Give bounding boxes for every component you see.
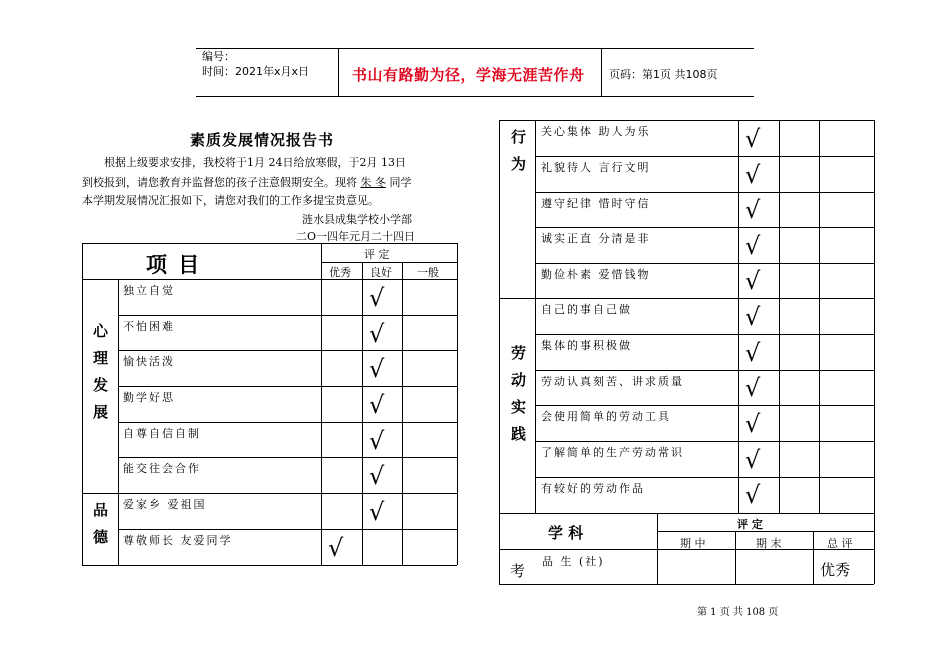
student-name: 朱 冬: [360, 176, 386, 189]
grid-line: [535, 370, 874, 371]
grid-line: [535, 477, 874, 478]
category-morality: 品德: [91, 502, 109, 556]
grid-line: [499, 120, 874, 121]
grid-line: [535, 227, 874, 228]
report-title: 素质发展情况报告书: [190, 131, 335, 149]
checkmark: √: [745, 125, 761, 153]
grid-line: [118, 386, 457, 387]
item-self-esteem: 自尊自信自制: [123, 427, 201, 440]
grid-line: [118, 315, 457, 316]
report-paragraph-line-2: [82, 173, 412, 193]
item-respectful: 尊敬师长 友爱同学: [123, 534, 233, 547]
school-name: 涟水县成集学校小学部: [302, 213, 412, 226]
grid-line: [402, 262, 403, 565]
paragraph-text: 到校报到，请您教育并监督您的孩子注意假期安全。现将: [82, 176, 357, 189]
checkmark: √: [745, 232, 761, 260]
grid-line: [82, 243, 457, 244]
checkmark: √: [745, 339, 761, 367]
header-motto: 书山有路勤为径，学海无涯苦作舟: [352, 66, 585, 84]
checkmark: √: [369, 427, 385, 455]
item-header: 项 目: [146, 253, 202, 277]
subject-name: 品 生 (社): [542, 555, 605, 568]
category-mental-development: 心理发展: [91, 323, 109, 431]
paragraph-text-end: 同学: [389, 176, 412, 189]
grid-line: [657, 531, 874, 532]
doc-number-label: 编号：: [202, 50, 235, 63]
grid-line: [735, 531, 736, 584]
report-date: 二O一四年元月二十四日: [296, 230, 416, 243]
grid-line: [118, 457, 457, 458]
grid-line: [535, 334, 874, 335]
grid-line: [499, 298, 874, 299]
grid-line: [535, 192, 874, 193]
checkmark: √: [369, 498, 385, 526]
item-patriotic: 爱家乡 爱祖国: [123, 498, 207, 511]
evaluation-header: 评 定: [364, 248, 390, 261]
item-labor-works: 有较好的劳动作品: [541, 482, 645, 495]
item-polite: 礼貌待人 言行文明: [541, 161, 651, 174]
item-self-care: 自己的事自己做: [541, 303, 632, 316]
checkmark: √: [369, 391, 385, 419]
grid-line: [874, 120, 875, 584]
grid-line: [535, 156, 874, 157]
grid-line: [82, 279, 457, 280]
col-midterm: 期 中: [680, 537, 706, 550]
item-discipline: 遵守纪律 惜时守信: [541, 197, 651, 210]
col-average: 一般: [417, 266, 439, 279]
grid-line: [499, 120, 500, 584]
evaluation-header-right: 评 定: [737, 518, 763, 531]
grid-line: [321, 262, 457, 263]
checkmark: √: [745, 446, 761, 474]
item-sociable: 能交往会合作: [123, 462, 201, 475]
checkmark: √: [745, 410, 761, 438]
grid-line: [118, 529, 457, 530]
checkmark: √: [745, 267, 761, 295]
grid-line: [738, 120, 739, 513]
checkmark: √: [369, 284, 385, 312]
category-behavior: 行为: [509, 129, 527, 183]
report-paragraph-line-3: 本学期发展情况汇报如下，请您对我们的工作多提宝贵意见。: [82, 194, 379, 207]
checkmark: √: [369, 320, 385, 348]
grid-line: [499, 513, 874, 514]
item-not-afraid: 不怕困难: [123, 320, 175, 333]
exam-label: 考: [510, 562, 526, 580]
grid-line: [82, 493, 457, 494]
checkmark: √: [745, 374, 761, 402]
grid-line: [779, 120, 780, 513]
grid-line: [535, 441, 874, 442]
grid-line: [82, 243, 83, 565]
item-diligent-work: 劳动认真刻苦、讲求质量: [541, 375, 684, 388]
checkmark: √: [369, 355, 385, 383]
checkmark: √: [369, 462, 385, 490]
item-labor-knowledge: 了解简单的生产劳动常识: [541, 446, 684, 459]
report-paragraph-line-1: 根据上级要求安排，我校将于1月 24日给放寒假，于2月 13日: [104, 156, 406, 169]
item-studious: 勤学好思: [123, 391, 175, 404]
item-care-collective: 关心集体 助人为乐: [541, 125, 651, 138]
col-excellent: 优秀: [329, 266, 351, 279]
footer-page-number: 第 1 页 共 108 页: [697, 607, 779, 618]
grid-line: [118, 350, 457, 351]
header-divider-1: [338, 48, 339, 96]
checkmark: √: [328, 534, 344, 562]
grid-line: [82, 565, 457, 566]
item-thrifty: 勤俭朴素 爱惜钱物: [541, 268, 651, 281]
col-overall: 总 评: [827, 537, 853, 550]
checkmark: √: [745, 196, 761, 224]
grid-line: [819, 120, 820, 513]
col-good: 良好: [370, 266, 392, 279]
grid-line: [362, 262, 363, 565]
grid-line: [535, 120, 536, 513]
item-use-tools: 会使用简单的劳动工具: [541, 410, 671, 423]
grid-line: [535, 405, 874, 406]
item-honest: 诚实正直 分清是非: [541, 232, 651, 245]
item-cheerful: 愉快活泼: [123, 355, 175, 368]
item-independent: 独立自觉: [123, 284, 175, 297]
subject-header: 学 科: [548, 524, 584, 542]
category-labor-practice: 劳动实践: [509, 345, 527, 453]
doc-time-label: 时间：2021年x月x日: [202, 65, 310, 78]
header-bottom-line: [196, 96, 754, 97]
col-final: 期 末: [756, 537, 782, 550]
header-top-line: [196, 48, 754, 49]
grid-line: [321, 243, 322, 565]
grid-line: [535, 263, 874, 264]
header-page-info: 页码：第1页 共108页: [609, 68, 718, 81]
grid-line: [118, 422, 457, 423]
checkmark: √: [745, 481, 761, 509]
grid-line: [499, 584, 874, 585]
checkmark: √: [745, 303, 761, 331]
header-divider-2: [601, 48, 602, 96]
item-collective-work: 集体的事积极做: [541, 339, 632, 352]
overall-value: 优秀: [820, 561, 851, 579]
grid-line: [813, 531, 814, 584]
grid-line: [457, 243, 458, 565]
checkmark: √: [745, 161, 761, 189]
